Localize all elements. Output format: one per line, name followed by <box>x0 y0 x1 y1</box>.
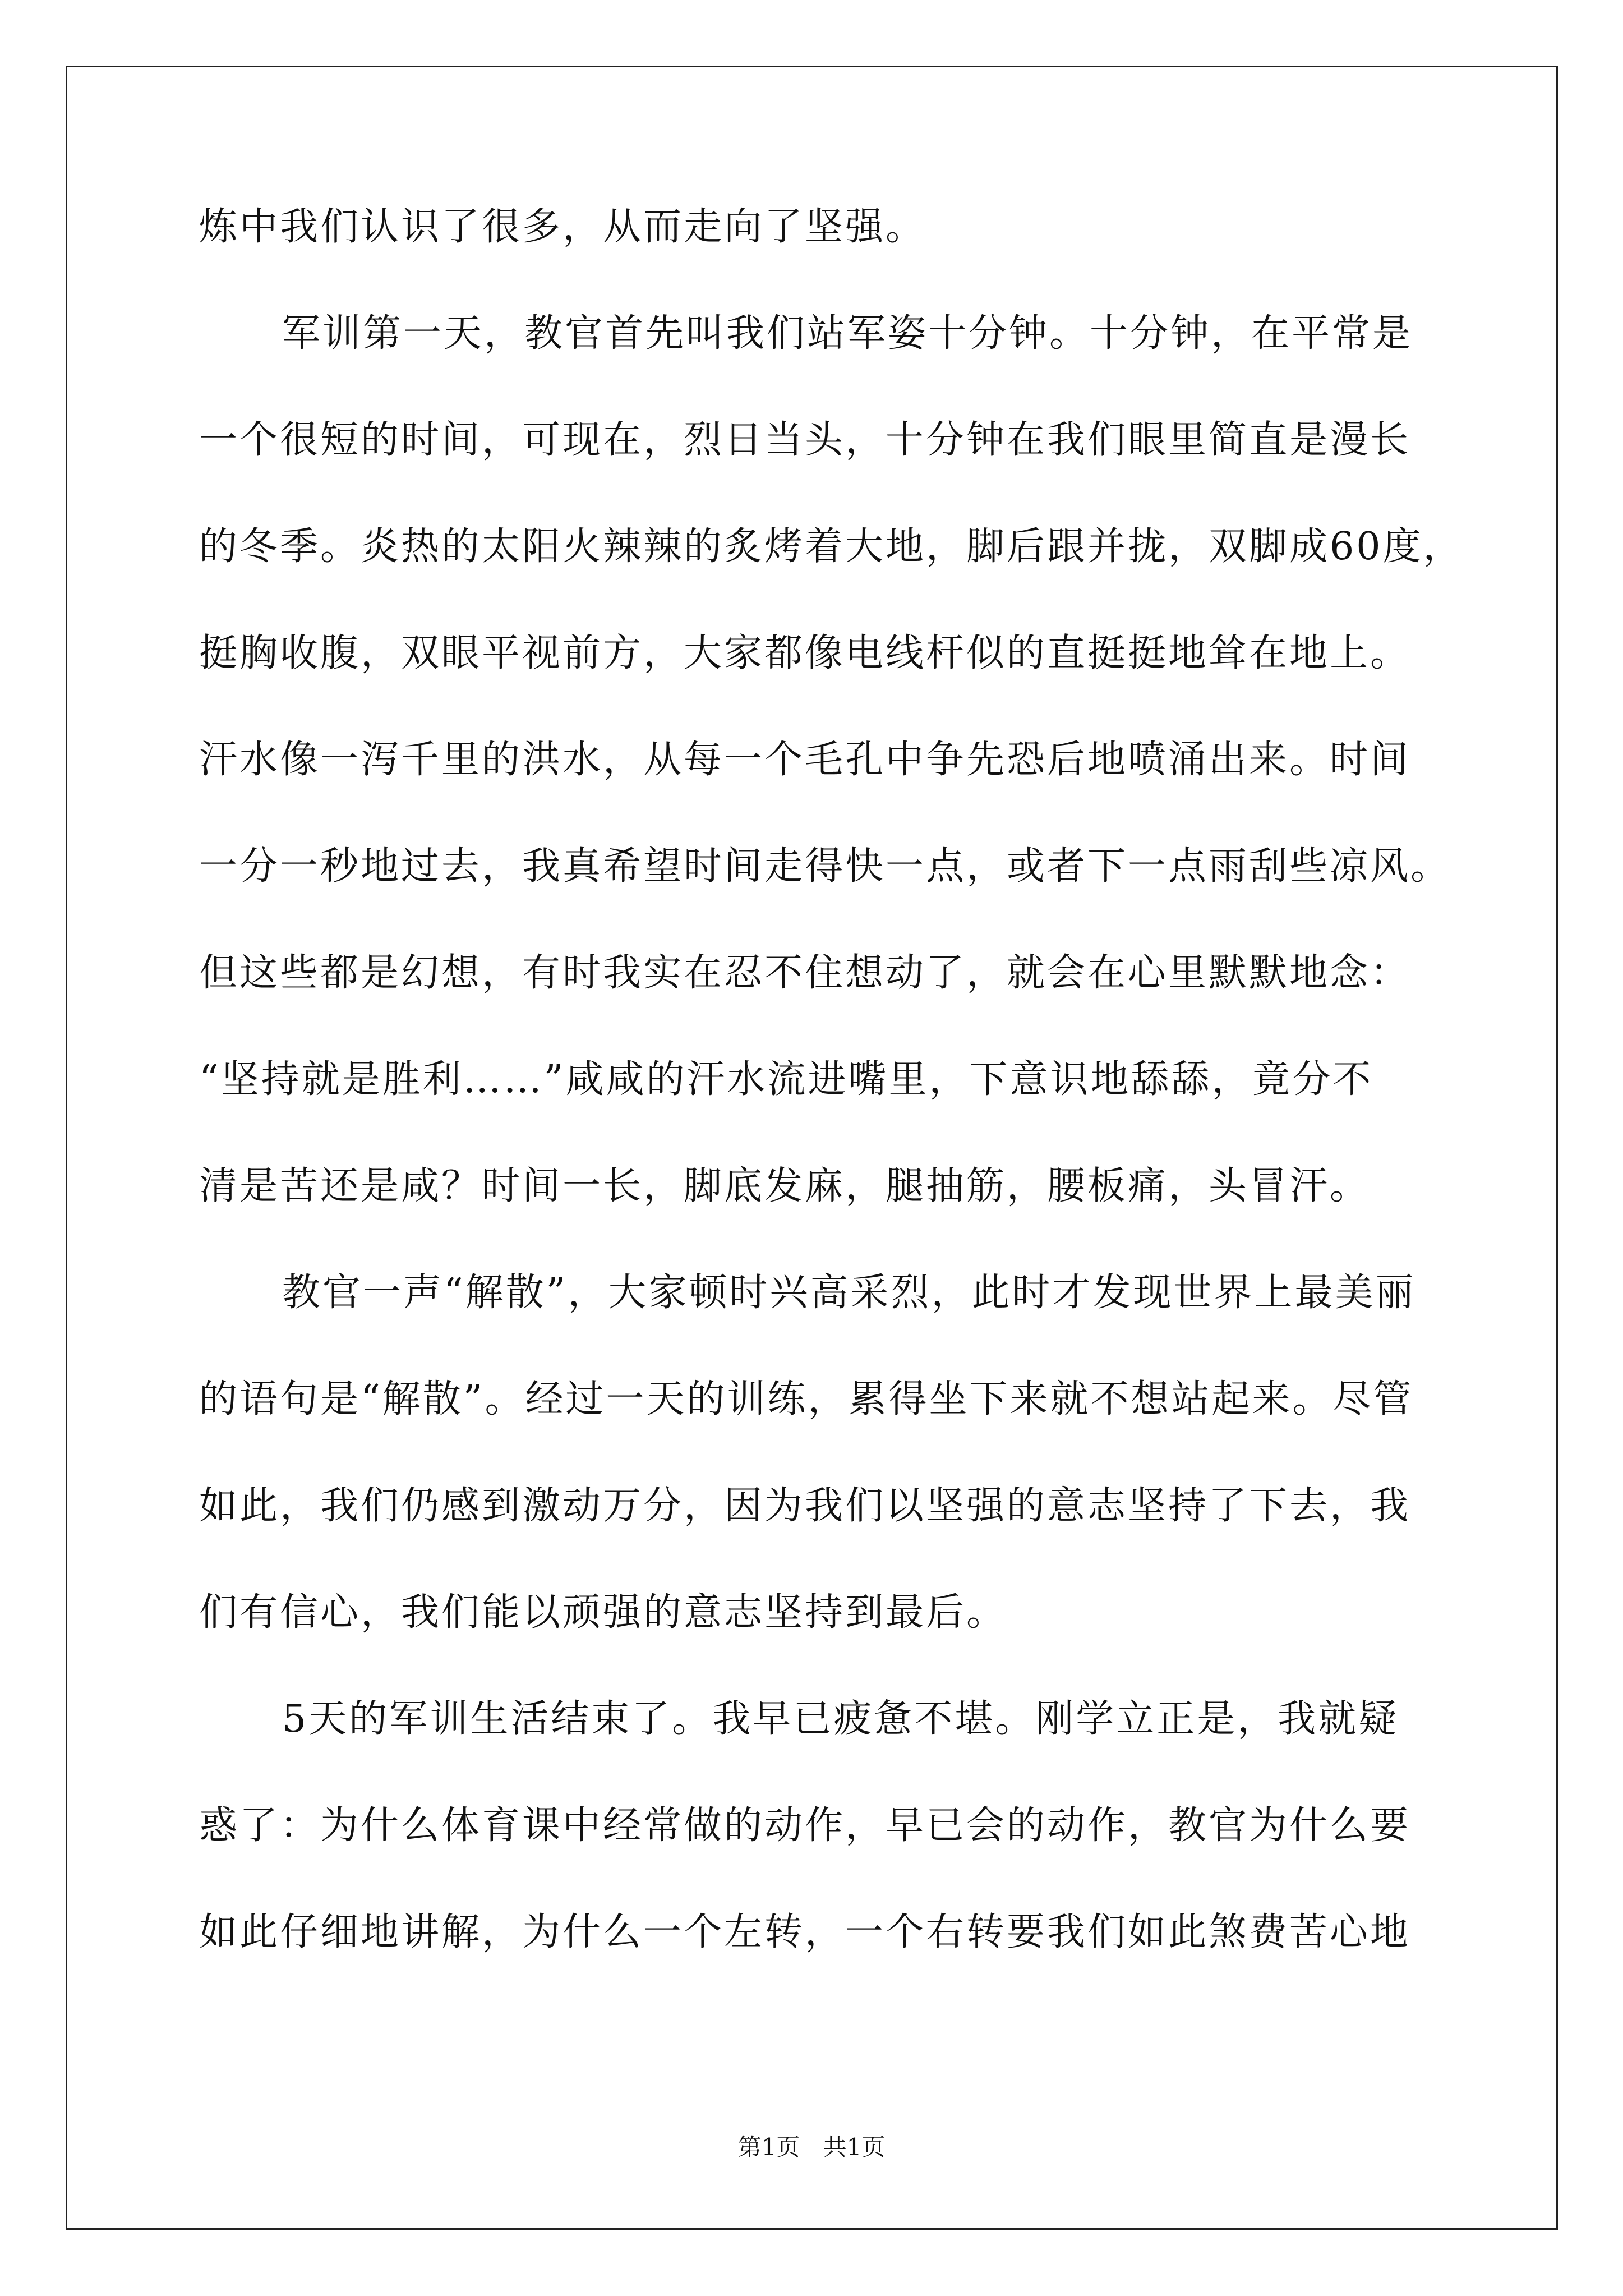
text-line: 但这些都是幻想，有时我实在忍不住想动了，就会在心里默默地念： <box>199 951 1411 995</box>
paragraph-start-line: 教官一声“解散”，大家顿时兴高采烈，此时才发现世界上最美丽 <box>282 1271 1416 1315</box>
page-footer <box>0 2129 1623 2162</box>
page-number: 第1页 <box>737 2133 800 2161</box>
text-line: 清是苦还是咸？时间一长，脚底发麻，腿抽筋，腰板痛，头冒汗。 <box>199 1164 1371 1208</box>
text-line: 一个很短的时间，可现在，烈日当头，十分钟在我们眼里简直是漫长 <box>199 418 1411 462</box>
text-line: 们有信心，我们能以顽强的意志坚持到最后。 <box>199 1590 1007 1635</box>
page-total: 共1页 <box>823 2133 886 2161</box>
text-line: 惑了：为什么体育课中经常做的动作，早已会的动作，教官为什么要 <box>199 1803 1411 1848</box>
text-line: 一分一秒地过去，我真希望时间走得快一点，或者下一点雨刮些凉风。 <box>199 844 1451 889</box>
text-line: 挺胸收腹，双眼平视前方，大家都像电线杆似的直挺挺地耸在地上。 <box>199 631 1411 675</box>
text-line: 如此，我们仍感到激动万分，因为我们以坚强的意志坚持了下去，我 <box>199 1484 1411 1528</box>
text-line: 的冬季。炎热的太阳火辣辣的炙烤着大地，脚后跟并拢，双脚成60度， <box>199 524 1464 569</box>
text-line: 如此仔细地讲解，为什么一个左转，一个右转要我们如此煞费苦心地 <box>199 1910 1411 1954</box>
paragraph-start-line: 5天的军训生活结束了。我早已疲惫不堪。刚学立正是，我就疑 <box>282 1697 1399 1741</box>
text-line: “坚持就是胜利……”咸咸的汗水流进嘴里，下意识地舔舔，竟分不 <box>199 1057 1373 1102</box>
document-body <box>199 205 1464 2028</box>
paragraph-start-line: 军训第一天，教官首先叫我们站军姿十分钟。十分钟，在平常是 <box>282 311 1413 356</box>
text-line: 炼中我们认识了很多，从而走向了坚强。 <box>199 205 926 249</box>
text-line: 汗水像一泻千里的洪水，从每一个毛孔中争先恐后地喷涌出来。时间 <box>199 738 1411 782</box>
text-line: 的语句是“解散”。经过一天的训练，累得坐下来就不想站起来。尽管 <box>199 1377 1414 1421</box>
